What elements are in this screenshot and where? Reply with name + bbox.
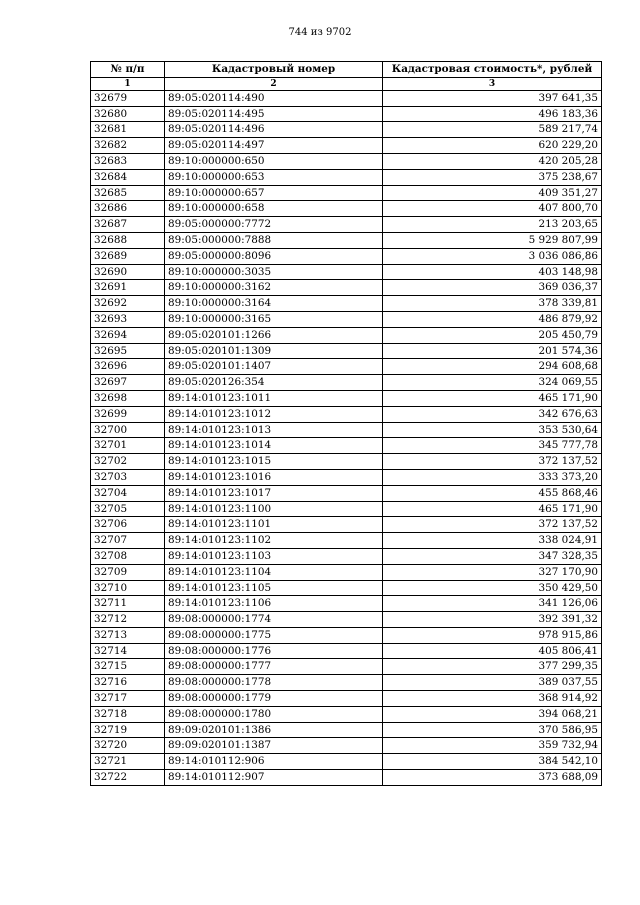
row-index: 32694 [91, 327, 165, 343]
row-index: 32715 [91, 659, 165, 675]
row-cadastral-cost: 384 542,10 [383, 754, 602, 770]
row-index: 32690 [91, 264, 165, 280]
row-index: 32706 [91, 517, 165, 533]
row-cadastral-cost: 405 806,41 [383, 643, 602, 659]
row-index: 32686 [91, 201, 165, 217]
row-index: 32692 [91, 296, 165, 312]
table-row [91, 327, 602, 343]
row-cadastral-cost: 201 574,36 [383, 343, 602, 359]
row-index: 32720 [91, 738, 165, 754]
table-row [91, 643, 602, 659]
header-cadastral-cost [383, 62, 602, 78]
row-cadastral-number: 89:14:010123:1012 [165, 406, 383, 422]
row-index: 32702 [91, 454, 165, 470]
row-cadastral-number: 89:14:010123:1100 [165, 501, 383, 517]
row-index: 32718 [91, 706, 165, 722]
table-row [91, 612, 602, 628]
table-row [91, 485, 602, 501]
row-cadastral-cost: 389 037,55 [383, 675, 602, 691]
row-index: 32699 [91, 406, 165, 422]
column-number-3: 3 [383, 77, 602, 90]
row-cadastral-number: 89:05:020114:490 [165, 90, 383, 106]
table-row [91, 280, 602, 296]
table-row [91, 248, 602, 264]
page-counter: 744 из 9702 [288, 27, 352, 38]
row-cadastral-number: 89:10:000000:658 [165, 201, 383, 217]
row-cadastral-number: 89:14:010123:1017 [165, 485, 383, 501]
row-cadastral-number: 89:14:010123:1013 [165, 422, 383, 438]
row-cadastral-number: 89:14:010112:907 [165, 770, 383, 786]
table-row [91, 454, 602, 470]
row-cadastral-number: 89:05:020101:1407 [165, 359, 383, 375]
row-cadastral-cost: 368 914,92 [383, 691, 602, 707]
row-cadastral-number: 89:10:000000:3162 [165, 280, 383, 296]
table-row [91, 422, 602, 438]
table-row [91, 311, 602, 327]
row-cadastral-number: 89:08:000000:1778 [165, 675, 383, 691]
row-cadastral-cost: 378 339,81 [383, 296, 602, 312]
header-index: № п/п [91, 62, 165, 78]
row-cadastral-cost: 372 137,52 [383, 454, 602, 470]
table-header-row [91, 62, 602, 78]
row-cadastral-number: 89:08:000000:1779 [165, 691, 383, 707]
table-row [91, 232, 602, 248]
row-index: 32681 [91, 122, 165, 138]
row-cadastral-cost: 407 800,70 [383, 201, 602, 217]
row-cadastral-cost: 327 170,90 [383, 564, 602, 580]
row-cadastral-number: 89:14:010123:1014 [165, 438, 383, 454]
row-cadastral-cost: 375 238,67 [383, 169, 602, 185]
row-cadastral-number: 89:05:000000:7888 [165, 232, 383, 248]
table-row [91, 659, 602, 675]
row-cadastral-number: 89:14:010123:1011 [165, 390, 383, 406]
row-cadastral-cost: 359 732,94 [383, 738, 602, 754]
row-cadastral-cost: 496 183,36 [383, 106, 602, 122]
row-index: 32712 [91, 612, 165, 628]
row-cadastral-cost: 397 641,35 [383, 90, 602, 106]
table-row [91, 675, 602, 691]
row-cadastral-number: 89:05:020101:1309 [165, 343, 383, 359]
row-index: 32707 [91, 533, 165, 549]
table-row [91, 217, 602, 233]
row-index: 32701 [91, 438, 165, 454]
row-cadastral-cost: 455 868,46 [383, 485, 602, 501]
table-row [91, 106, 602, 122]
row-cadastral-number: 89:08:000000:1774 [165, 612, 383, 628]
column-number-2: 2 [165, 77, 383, 90]
table-row [91, 722, 602, 738]
row-cadastral-cost: 620 229,20 [383, 138, 602, 154]
row-cadastral-cost: 589 217,74 [383, 122, 602, 138]
table-row [91, 533, 602, 549]
table-row [91, 548, 602, 564]
row-cadastral-number: 89:10:000000:657 [165, 185, 383, 201]
table-row [91, 627, 602, 643]
row-index: 32680 [91, 106, 165, 122]
row-cadastral-cost: 403 148,98 [383, 264, 602, 280]
row-index: 32711 [91, 596, 165, 612]
row-index: 32697 [91, 375, 165, 391]
row-cadastral-number: 89:10:000000:3165 [165, 311, 383, 327]
table-row [91, 469, 602, 485]
row-cadastral-number: 89:08:000000:1776 [165, 643, 383, 659]
row-index: 32679 [91, 90, 165, 106]
row-index: 32700 [91, 422, 165, 438]
row-cadastral-cost: 345 777,78 [383, 438, 602, 454]
row-index: 32683 [91, 153, 165, 169]
row-cadastral-number: 89:05:000000:8096 [165, 248, 383, 264]
table-row [91, 596, 602, 612]
row-cadastral-cost: 373 688,09 [383, 770, 602, 786]
table-row [91, 169, 602, 185]
column-number-1: 1 [91, 77, 165, 90]
row-index: 32721 [91, 754, 165, 770]
table-row [91, 738, 602, 754]
table-row [91, 375, 602, 391]
row-cadastral-number: 89:09:020101:1386 [165, 722, 383, 738]
row-cadastral-cost: 409 351,27 [383, 185, 602, 201]
row-index: 32704 [91, 485, 165, 501]
row-cadastral-number: 89:14:010123:1016 [165, 469, 383, 485]
table-row [91, 770, 602, 786]
row-cadastral-number: 89:14:010123:1101 [165, 517, 383, 533]
row-cadastral-number: 89:05:020114:497 [165, 138, 383, 154]
row-cadastral-number: 89:14:010123:1105 [165, 580, 383, 596]
table-row [91, 359, 602, 375]
row-index: 32703 [91, 469, 165, 485]
row-cadastral-cost: 978 915,86 [383, 627, 602, 643]
header-cadastral-number: Кадастровый номер [165, 62, 383, 78]
row-cadastral-cost: 353 530,64 [383, 422, 602, 438]
table-row [91, 138, 602, 154]
row-index: 32691 [91, 280, 165, 296]
row-index: 32689 [91, 248, 165, 264]
row-index: 32709 [91, 564, 165, 580]
row-index: 32685 [91, 185, 165, 201]
table-row [91, 90, 602, 106]
row-cadastral-cost: 333 373,20 [383, 469, 602, 485]
row-index: 32705 [91, 501, 165, 517]
table-row [91, 691, 602, 707]
row-cadastral-cost: 394 068,21 [383, 706, 602, 722]
table-row [91, 264, 602, 280]
table-row [91, 201, 602, 217]
row-index: 32684 [91, 169, 165, 185]
row-cadastral-number: 89:08:000000:1780 [165, 706, 383, 722]
row-cadastral-number: 89:14:010123:1102 [165, 533, 383, 549]
row-index: 32708 [91, 548, 165, 564]
table-row [91, 438, 602, 454]
row-cadastral-number: 89:14:010112:906 [165, 754, 383, 770]
row-cadastral-number: 89:14:010123:1015 [165, 454, 383, 470]
row-cadastral-number: 89:05:020114:496 [165, 122, 383, 138]
row-cadastral-cost: 370 586,95 [383, 722, 602, 738]
row-cadastral-cost: 420 205,28 [383, 153, 602, 169]
table-row [91, 122, 602, 138]
row-cadastral-number: 89:05:000000:7772 [165, 217, 383, 233]
row-index: 32716 [91, 675, 165, 691]
table-row [91, 706, 602, 722]
row-cadastral-number: 89:05:020126:354 [165, 375, 383, 391]
row-cadastral-number: 89:14:010123:1104 [165, 564, 383, 580]
row-cadastral-cost: 338 024,91 [383, 533, 602, 549]
row-index: 32713 [91, 627, 165, 643]
table-row [91, 754, 602, 770]
row-cadastral-cost: 294 608,68 [383, 359, 602, 375]
row-cadastral-number: 89:08:000000:1777 [165, 659, 383, 675]
row-cadastral-cost: 372 137,52 [383, 517, 602, 533]
row-cadastral-number: 89:05:020101:1266 [165, 327, 383, 343]
row-cadastral-cost: 350 429,50 [383, 580, 602, 596]
table-row [91, 343, 602, 359]
row-cadastral-number: 89:10:000000:650 [165, 153, 383, 169]
row-index: 32717 [91, 691, 165, 707]
table-row [91, 501, 602, 517]
row-cadastral-number: 89:14:010123:1106 [165, 596, 383, 612]
row-cadastral-cost: 392 391,32 [383, 612, 602, 628]
row-index: 32695 [91, 343, 165, 359]
row-cadastral-number: 89:10:000000:653 [165, 169, 383, 185]
row-cadastral-cost: 324 069,55 [383, 375, 602, 391]
table-row [91, 390, 602, 406]
row-cadastral-number: 89:10:000000:3164 [165, 296, 383, 312]
table-body [91, 90, 602, 785]
row-index: 32688 [91, 232, 165, 248]
row-cadastral-number: 89:10:000000:3035 [165, 264, 383, 280]
row-cadastral-cost: 347 328,35 [383, 548, 602, 564]
row-cadastral-cost: 341 126,06 [383, 596, 602, 612]
header-cadastral-cost-text: Кадастровая стоимость*, рублей [391, 63, 593, 75]
table-row [91, 296, 602, 312]
row-cadastral-number: 89:08:000000:1775 [165, 627, 383, 643]
row-cadastral-cost: 213 203,65 [383, 217, 602, 233]
table-row [91, 406, 602, 422]
row-index: 32714 [91, 643, 165, 659]
row-index: 32696 [91, 359, 165, 375]
table-row [91, 517, 602, 533]
cadastral-table [90, 61, 602, 786]
row-index: 32710 [91, 580, 165, 596]
row-cadastral-number: 89:14:010123:1103 [165, 548, 383, 564]
row-cadastral-cost: 377 299,35 [383, 659, 602, 675]
row-index: 32687 [91, 217, 165, 233]
row-index: 32722 [91, 770, 165, 786]
row-cadastral-number: 89:09:020101:1387 [165, 738, 383, 754]
table-row [91, 153, 602, 169]
row-index: 32682 [91, 138, 165, 154]
row-cadastral-cost: 486 879,92 [383, 311, 602, 327]
row-index: 32693 [91, 311, 165, 327]
row-cadastral-cost: 465 171,90 [383, 390, 602, 406]
row-cadastral-number: 89:05:020114:495 [165, 106, 383, 122]
row-index: 32698 [91, 390, 165, 406]
table-row [91, 185, 602, 201]
row-cadastral-cost: 205 450,79 [383, 327, 602, 343]
row-cadastral-cost: 369 036,37 [383, 280, 602, 296]
row-cadastral-cost: 3 036 086,86 [383, 248, 602, 264]
table-row [91, 564, 602, 580]
row-index: 32719 [91, 722, 165, 738]
table-row [91, 580, 602, 596]
row-cadastral-cost: 465 171,90 [383, 501, 602, 517]
column-number-row [91, 77, 602, 90]
row-cadastral-cost: 5 929 807,99 [383, 232, 602, 248]
row-cadastral-cost: 342 676,63 [383, 406, 602, 422]
